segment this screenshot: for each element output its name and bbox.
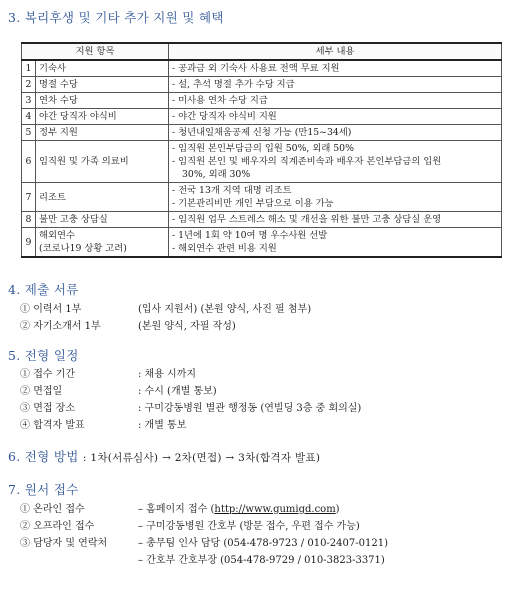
support-item-line: (코로나19 상황 고려) [39,243,127,254]
item-number: ③ [20,538,30,549]
online-apply-text: – 홈페이지 접수 ( [138,504,215,515]
detail-cell [169,93,502,109]
detail-line: - 임직원 본인 및 배우자의 직계존비속과 배우자 본인부담금의 입원 [172,156,442,167]
row-number: 6 [22,141,36,183]
section-3-title: 3. 복리후생 및 기타 추가 지원 및 혜택 [8,10,224,25]
table-row [22,183,502,212]
table-row [22,212,502,228]
detail-line: - 전국 13개 지역 대명 리조트 [172,185,292,196]
item-value: – 구미강동병원 간호부 (방문 접수, 우편 접수 가능) [138,521,360,532]
item-value: – 총무팀 인사 담당 (054-478-9723 / 010-2407-0121) [138,538,388,549]
row-number: 9 [22,228,36,258]
item-value: (본원 양식, 자필 작성) [138,321,236,332]
support-item-line: 기숙사 [39,63,66,74]
detail-cell [169,60,502,77]
item-label: 면접 장소 [33,403,76,414]
table-body [22,60,502,257]
support-item [36,212,169,228]
item-label: 자기소개서 1부 [33,321,101,332]
item-label: 담당자 및 연락처 [33,538,108,549]
item-number: ① [20,369,30,380]
table-row [22,109,502,125]
online-apply-close: ) [335,504,340,515]
table-row [22,228,502,258]
support-item [36,93,169,109]
detail-line: - 1년에 1회 약 10여 명 우수사원 선발 [172,230,328,241]
homepage-link[interactable]: http://www.gumigd.com [214,504,336,515]
item-number: ② [20,321,30,332]
detail-cell [169,109,502,125]
table-header-row [22,43,502,60]
item-label: 합격자 발표 [33,420,85,431]
detail-line: - 임직원 업무 스트레스 해소 및 개선을 위한 불만 고충 상담실 운영 [172,214,442,225]
detail-line: - 공과금 외 기숙사 사용료 전액 무료 지원 [172,63,340,74]
detail-line: 30%, 외래 30% [182,169,251,180]
list-item [20,416,85,431]
item-value [138,500,340,515]
row-number: 2 [22,77,36,93]
support-item [36,141,169,183]
row-number: 1 [22,60,36,77]
support-item-line: 리조트 [39,191,66,203]
row-number: 8 [22,212,36,228]
support-item-line: 야간 당직자 야식비 [39,111,117,122]
item-number: ② [20,386,30,397]
table-row [22,60,502,77]
row-number: 4 [22,109,36,125]
support-item-line: 불만 고충 상담실 [39,214,108,225]
support-item [36,109,169,125]
support-item [36,125,169,141]
list-item [20,517,94,532]
detail-cell [169,212,502,228]
support-item-line: 임직원 및 가족 의료비 [39,156,129,167]
table-row [22,77,502,93]
list-item [20,399,75,414]
item-number: ③ [20,403,30,414]
section-7-title: 7. 원서 접수 [8,482,79,497]
list-item [20,317,101,332]
item-number: ① [20,304,30,315]
benefits-table [21,42,502,258]
section-4-title: 4. 제출 서류 [8,282,79,297]
item-value: : 구미강동병원 별관 행정동 (연빌딩 3층 중 회의실) [138,403,362,414]
support-item-line: 연차 수당 [39,95,78,106]
support-item [36,60,169,77]
item-label: 면접일 [33,386,63,397]
detail-line: - 기본관리비만 개인 부담으로 이용 가능 [172,198,334,209]
support-item-line: 정부 지원 [39,127,78,138]
support-item-line: 명절 수당 [39,79,78,90]
detail-line: - 임직원 본인부담금의 입원 50%, 외래 50% [172,143,354,154]
row-number: 5 [22,125,36,141]
section-5-title: 5. 전형 일정 [8,348,79,363]
detail-cell [169,183,502,212]
table-row [22,93,502,109]
section-6-title [8,447,320,465]
item-value: : 개별 통보 [138,420,187,431]
table-row [22,125,502,141]
detail-line: - 해외연수 관련 비용 지원 [172,243,277,254]
detail-cell [169,228,502,258]
item-value: – 간호부 간호부장 (054-478-9729 / 010-3823-3371) [138,555,385,566]
item-label: 온라인 접수 [33,504,85,515]
table-row [22,141,502,183]
detail-line: - 미사용 연차 수당 지급 [172,95,268,106]
item-number: ② [20,521,30,532]
list-item [20,500,85,515]
detail-cell [169,77,502,93]
detail-cell [169,141,502,183]
support-item [36,77,169,93]
section-6-process: : 1차(서류심사) → 2차(면접) → 3차(합격자 발표) [82,452,321,464]
list-item [20,382,62,397]
header-support-item: 지원 항목 [22,43,169,60]
support-item [36,228,169,258]
detail-line: - 설, 추석 명절 추가 수당 지급 [172,79,295,90]
item-label: 접수 기간 [33,369,76,380]
detail-line: - 야간 당직자 야식비 지원 [172,111,277,122]
list-item [20,365,75,380]
row-number: 7 [22,183,36,212]
item-label: 오프라인 접수 [33,521,95,532]
item-number: ① [20,504,30,515]
item-value: : 채용 시까지 [138,369,197,380]
item-value: (입사 지원서) (본원 양식, 사진 필 첨부) [138,304,312,315]
detail-line: - 청년내일채움공제 신청 가능 (만15~34세) [172,127,352,138]
item-value: : 수시 (개별 통보) [138,386,217,397]
support-item [36,183,169,212]
header-detail: 세부 내용 [169,43,502,60]
item-label: 이력서 1부 [33,304,82,315]
row-number: 3 [22,93,36,109]
section-6-heading: 6. 전형 방법 [8,449,79,464]
detail-cell [169,125,502,141]
support-item-line: 해외연수 [39,230,75,241]
list-item [20,534,107,549]
item-number: ④ [20,420,30,431]
list-item [20,300,81,315]
